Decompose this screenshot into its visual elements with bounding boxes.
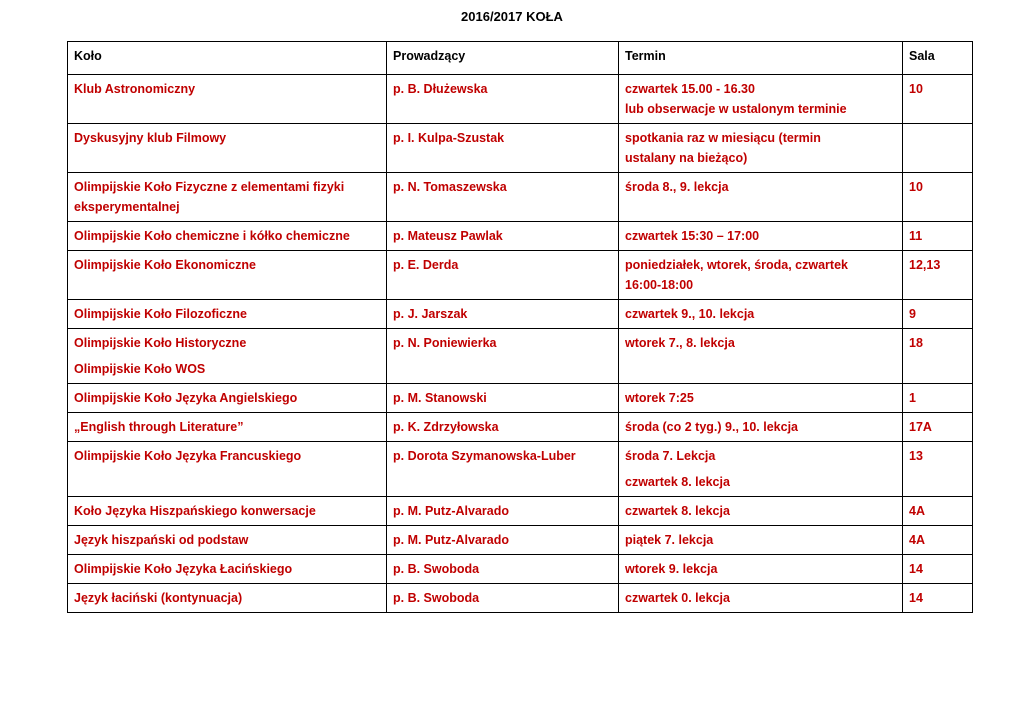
cell-kolo-line: Olimpijskie Koło WOS bbox=[74, 362, 206, 376]
cell-prowadzacy: p. B. Dłużewska bbox=[387, 75, 619, 124]
cell-sala: 4A bbox=[903, 526, 973, 555]
cell-termin bbox=[619, 413, 903, 442]
cell-kolo bbox=[68, 75, 387, 124]
cell-sala: 9 bbox=[903, 300, 973, 329]
cell-prowadzacy: p. I. Kulpa-Szustak bbox=[387, 124, 619, 173]
column-header-termin: Termin bbox=[619, 42, 903, 75]
table-row bbox=[68, 497, 973, 526]
cell-prowadzacy: p. M. Putz-Alvarado bbox=[387, 497, 619, 526]
cell-termin bbox=[619, 75, 903, 124]
table-body bbox=[68, 75, 973, 613]
cell-termin bbox=[619, 384, 903, 413]
cell-prowadzacy: p. Mateusz Pawlak bbox=[387, 222, 619, 251]
cell-kolo-line: Klub Astronomiczny bbox=[74, 82, 196, 96]
cell-termin-line: wtorek 7:25 bbox=[625, 391, 694, 405]
cell-prowadzacy: p. K. Zdrzyłowska bbox=[387, 413, 619, 442]
cell-kolo bbox=[68, 413, 387, 442]
cell-prowadzacy: p. J. Jarszak bbox=[387, 300, 619, 329]
cell-kolo-line: Olimpijskie Koło Języka Angielskiego bbox=[74, 391, 298, 405]
cell-termin-line: czwartek 8. lekcja bbox=[625, 475, 730, 489]
cell-termin bbox=[619, 526, 903, 555]
table-row bbox=[68, 329, 973, 384]
cell-termin bbox=[619, 497, 903, 526]
cell-termin-line: piątek 7. lekcja bbox=[625, 533, 714, 547]
cell-kolo-line: Olimpijskie Koło Ekonomiczne bbox=[74, 258, 256, 272]
cell-kolo bbox=[68, 584, 387, 613]
cell-kolo bbox=[68, 329, 387, 384]
cell-kolo bbox=[68, 497, 387, 526]
cell-prowadzacy: p. N. Poniewierka bbox=[387, 329, 619, 384]
cell-kolo-line: Dyskusyjny klub Filmowy bbox=[74, 131, 227, 145]
cell-termin-line: czwartek 8. lekcja bbox=[625, 504, 730, 518]
cell-sala: 4A bbox=[903, 497, 973, 526]
cell-kolo-line: Język łaciński (kontynuacja) bbox=[74, 591, 243, 605]
cell-termin-line: środa (co 2 tyg.) 9., 10. lekcja bbox=[625, 420, 798, 434]
table-row bbox=[68, 75, 973, 124]
cell-termin-line: czwartek 9., 10. lekcja bbox=[625, 307, 755, 321]
cell-sala: 11 bbox=[903, 222, 973, 251]
cell-kolo-line: eksperymentalnej bbox=[74, 200, 180, 214]
cell-termin bbox=[619, 300, 903, 329]
cell-kolo bbox=[68, 300, 387, 329]
cell-sala: 1 bbox=[903, 384, 973, 413]
cell-kolo-line: Olimpijskie Koło chemiczne i kółko chemiczne bbox=[74, 229, 350, 243]
cell-kolo bbox=[68, 251, 387, 300]
cell-termin-line: ustalany na bieżąco) bbox=[625, 151, 748, 165]
cell-prowadzacy: p. N. Tomaszewska bbox=[387, 173, 619, 222]
cell-prowadzacy: p. M. Putz-Alvarado bbox=[387, 526, 619, 555]
cell-kolo-line: Olimpijskie Koło Historyczne bbox=[74, 336, 247, 350]
cell-termin-line: czwartek 15.00 - 16.30 bbox=[625, 82, 755, 96]
cell-sala: 10 bbox=[903, 75, 973, 124]
table-row bbox=[68, 526, 973, 555]
table-row bbox=[68, 300, 973, 329]
table-row bbox=[68, 222, 973, 251]
cell-kolo bbox=[68, 124, 387, 173]
cell-kolo-line: Język hiszpański od podstaw bbox=[74, 533, 249, 547]
table-row bbox=[68, 555, 973, 584]
column-header-sala: Sala bbox=[903, 42, 973, 75]
cell-kolo bbox=[68, 555, 387, 584]
cell-kolo bbox=[68, 173, 387, 222]
cell-termin-line: czwartek 0. lekcja bbox=[625, 591, 730, 605]
cell-termin bbox=[619, 124, 903, 173]
cell-kolo bbox=[68, 526, 387, 555]
cell-termin-line: 16:00-18:00 bbox=[625, 278, 694, 292]
cell-kolo-line: „English through Literature” bbox=[74, 420, 244, 434]
table-row bbox=[68, 124, 973, 173]
cell-termin-line: wtorek 9. lekcja bbox=[625, 562, 718, 576]
table-row bbox=[68, 173, 973, 222]
cell-kolo-line: Olimpijskie Koło Języka Łacińskiego bbox=[74, 562, 293, 576]
cell-termin-line: spotkania raz w miesiącu (termin bbox=[625, 131, 821, 145]
cell-prowadzacy: p. M. Stanowski bbox=[387, 384, 619, 413]
cell-termin bbox=[619, 251, 903, 300]
cell-kolo-line: Olimpijskie Koło Języka Francuskiego bbox=[74, 449, 302, 463]
column-header-prowadzacy: Prowadzący bbox=[387, 42, 619, 75]
cell-kolo-line: Olimpijskie Koło Filozoficzne bbox=[74, 307, 247, 321]
cell-termin-line: czwartek 15:30 – 17:00 bbox=[625, 229, 760, 243]
cell-sala: 12,13 bbox=[903, 251, 973, 300]
table-row bbox=[68, 413, 973, 442]
cell-sala: 18 bbox=[903, 329, 973, 384]
cell-termin bbox=[619, 442, 903, 497]
cell-termin bbox=[619, 329, 903, 384]
cell-kolo-line: Koło Języka Hiszpańskiego konwersacje bbox=[74, 504, 316, 518]
table-row bbox=[68, 384, 973, 413]
table-row bbox=[68, 584, 973, 613]
cell-prowadzacy: p. B. Swoboda bbox=[387, 584, 619, 613]
document-title: 2016/2017 KOŁA bbox=[461, 9, 563, 24]
cell-termin-line: poniedziałek, wtorek, środa, czwartek bbox=[625, 258, 848, 272]
cell-sala: 10 bbox=[903, 173, 973, 222]
cell-sala: 17A bbox=[903, 413, 973, 442]
column-header-kolo: Koło bbox=[68, 42, 387, 75]
cell-termin bbox=[619, 555, 903, 584]
cell-termin-line: wtorek 7., 8. lekcja bbox=[625, 336, 735, 350]
cell-kolo bbox=[68, 384, 387, 413]
cell-sala: 13 bbox=[903, 442, 973, 497]
cell-sala bbox=[903, 124, 973, 173]
cell-termin-line: lub obserwacje w ustalonym terminie bbox=[625, 102, 847, 116]
cell-sala: 14 bbox=[903, 555, 973, 584]
cell-kolo bbox=[68, 442, 387, 497]
cell-termin bbox=[619, 173, 903, 222]
cell-prowadzacy: p. E. Derda bbox=[387, 251, 619, 300]
cell-termin-line: środa 7. Lekcja bbox=[625, 449, 716, 463]
cell-termin bbox=[619, 584, 903, 613]
cell-sala: 14 bbox=[903, 584, 973, 613]
table-header-row bbox=[68, 42, 973, 75]
cell-termin bbox=[619, 222, 903, 251]
table-row bbox=[68, 251, 973, 300]
table-row bbox=[68, 442, 973, 497]
cell-kolo bbox=[68, 222, 387, 251]
clubs-table bbox=[67, 41, 973, 613]
cell-termin-line: środa 8., 9. lekcja bbox=[625, 180, 729, 194]
cell-prowadzacy: p. B. Swoboda bbox=[387, 555, 619, 584]
cell-kolo-line: Olimpijskie Koło Fizyczne z elementami fizyki bbox=[74, 180, 345, 194]
cell-prowadzacy: p. Dorota Szymanowska-Luber bbox=[387, 442, 619, 497]
